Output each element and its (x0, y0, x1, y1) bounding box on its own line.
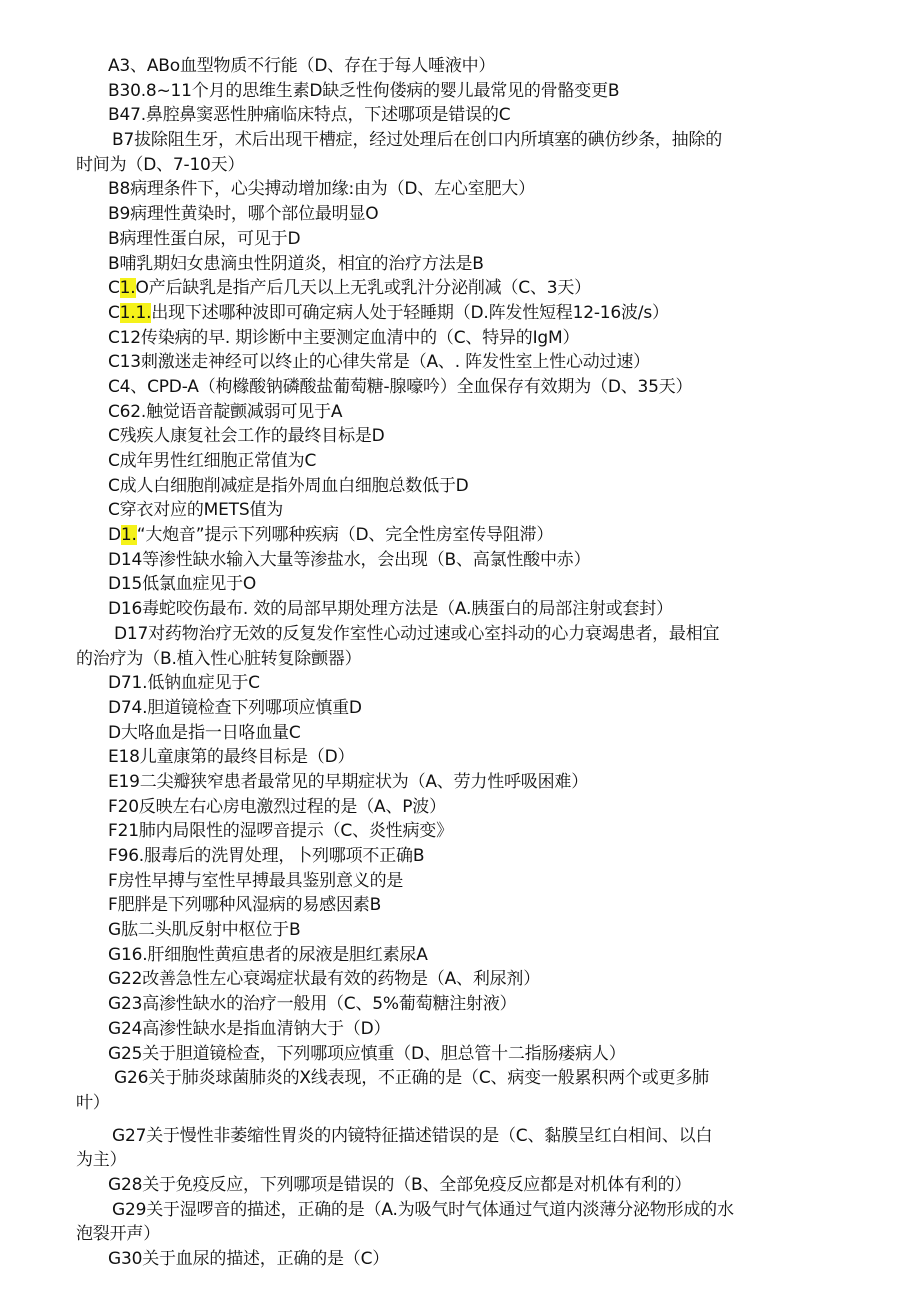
text-body (0, 54, 920, 1272)
text-line: F房性早搏与室性早搏最具鉴别意义的是 (108, 870, 404, 891)
text-line: C穿衣对应的METS值为 (108, 500, 284, 521)
text-line: C成人白细胞削减症是指外周血白细胞总数低于D (108, 475, 469, 496)
text-line: G23高渗性缺水的治疗一般用（C、5%葡萄糖注射液） (108, 994, 517, 1015)
text-line: B8病理条件下，心尖搏动增加缘:由为（D、左心室肥大） (108, 179, 535, 200)
line-prefix: C (108, 278, 120, 299)
text-line: D14等渗性缺水输入大量等渗盐水，会出现（B、高氯性酸中赤） (108, 549, 591, 570)
text-line: C残疾人康复社会工作的最终目标是D (108, 426, 385, 447)
text-line: C62.触觉语音靛颤减弱可见于A (108, 401, 343, 422)
text-line: B哺乳期妇女患滴虫性阴道炎，相宜的治疗方法是B (108, 253, 484, 274)
text-line: G27关于慢性非萎缩性胃炎的内镜特征描述错误的是（C、黏膜呈红白相间、以白 (112, 1125, 713, 1146)
line-prefix: D (108, 525, 121, 546)
text-line: B7拔除阻生牙，术后出现干槽症，经过处理后在创口内所填塞的碘仿纱条，抽除的 (112, 130, 723, 151)
text-line: D15低氯血症见于O (108, 574, 257, 595)
line-rest: O产后缺乳是指产后几天以上无乳或乳汁分泌削减（C、3天） (135, 278, 591, 299)
text-line: C4、CPD-A（枸橼酸钠磷酸盐葡萄糖-腺嚎吟）全血保存有效期为（D、35天） (108, 376, 693, 397)
text-line: C成年男性红细胞正常值为C (108, 451, 317, 471)
text-line: E19二尖瓣狭窄患者最常见的早期症状为（A、劳力性呼吸困难） (108, 771, 589, 792)
text-line: C13刺激迷走神经可以终止的心律失常是（A、. 阵发性室上性心动过速） (108, 352, 650, 373)
text-line: F肥胖是下列哪种风湿病的易感因素B (108, 895, 382, 916)
text-line: D17对药物治疗无效的反复发作室性心动过速或心室抖动的心力衰竭患者，最相宜 (114, 623, 720, 644)
text-line: G24高渗性缺水是指血清钠大于（D） (108, 1018, 391, 1039)
text-line: B9病理性黄染时，哪个部位最明显O (108, 204, 379, 225)
text-line: 时间为（D、7-10天） (76, 154, 245, 175)
text-line: G22改善急性左心衰竭症状最有效的药物是（A、利尿剂） (108, 969, 541, 990)
text-line: D大咯血是指一日咯血量C (108, 722, 301, 743)
text-line: G28关于免疫反应，下列哪项是错误的（B、全部免疫反应都是对机体有利的） (108, 1174, 692, 1195)
text-line: F96.服毒后的洗胃处理，卜列哪项不正确B (108, 846, 425, 866)
text-line: G26关于肺炎球菌肺炎的X线表现，不正确的是（C、病变一般累积两个或更多肺 (114, 1068, 709, 1089)
text-line: F20反映左右心房电激烈过程的是（A、P波） (108, 796, 446, 817)
line-rest: “大炮音”提示下列哪种疾病（D、完全性房室传导阻滞） (136, 525, 554, 546)
text-line: G16.肝细胞性黄疸患者的尿液是胆红素尿A (108, 944, 428, 965)
text-line: C12传染病的早. 期诊断中主要测定血清中的（C、特异的IgM） (108, 327, 580, 348)
text-line: E18儿童康第的最终目标是（D） (108, 747, 355, 768)
text-line: 泡裂开声） (76, 1224, 160, 1245)
text-line: 为主） (76, 1150, 127, 1171)
text-line: 的治疗为（B.植入性心脏转复除颤器） (76, 648, 362, 669)
text-line: D74.胆道镜检查下列哪项应慎重D (108, 697, 362, 718)
line-prefix: C (108, 302, 120, 323)
text-line: G25关于胆道镜检查，下列哪项应慎重（D、胆总管十二指肠瘘病人） (108, 1043, 626, 1064)
highlighted-number: 1. (119, 278, 136, 299)
highlighted-number: 1. (120, 525, 137, 546)
text-line: F21肺内局限性的湿啰音提示（C、炎性病变》 (108, 821, 453, 842)
highlighted-number: 1.1. (119, 302, 152, 323)
text-line: G29关于湿啰音的描述，正确的是（A.为吸气时气体通过气道内淡薄分泌物形成的水 (112, 1199, 734, 1220)
text-line: D71.低钠血症见于C (108, 673, 260, 694)
text-line (0, 301, 920, 326)
text-line (0, 276, 920, 301)
text-line: B47.鼻腔鼻窦恶性肿痛临床特点，下述哪项是错误的C (108, 105, 511, 126)
line-rest: 出现下述哪种波即可确定病人处于轻睡期（D.阵发性短程12-16波/s） (151, 302, 669, 323)
text-line: G30关于血尿的描述，正确的是（C） (108, 1249, 390, 1269)
text-line: B30.8~11个月的思维生素D缺乏性佝偻病的婴儿最常见的骨骼变更B (108, 80, 620, 101)
text-line: D16毒蛇咬伤最布. 效的局部早期处理方法是（A.胰蛋白的局部注射或套封） (108, 599, 673, 620)
spacer-line (0, 1116, 920, 1124)
text-line: B病理性蛋白尿，可见于D (108, 228, 301, 249)
text-line (0, 523, 920, 548)
text-line: G肱二头肌反射中枢位于B (108, 920, 301, 941)
text-line: A3、ABo血型物质不行能（D、存在于每人唾液中） (108, 56, 496, 76)
text-line: 叶） (76, 1092, 110, 1113)
